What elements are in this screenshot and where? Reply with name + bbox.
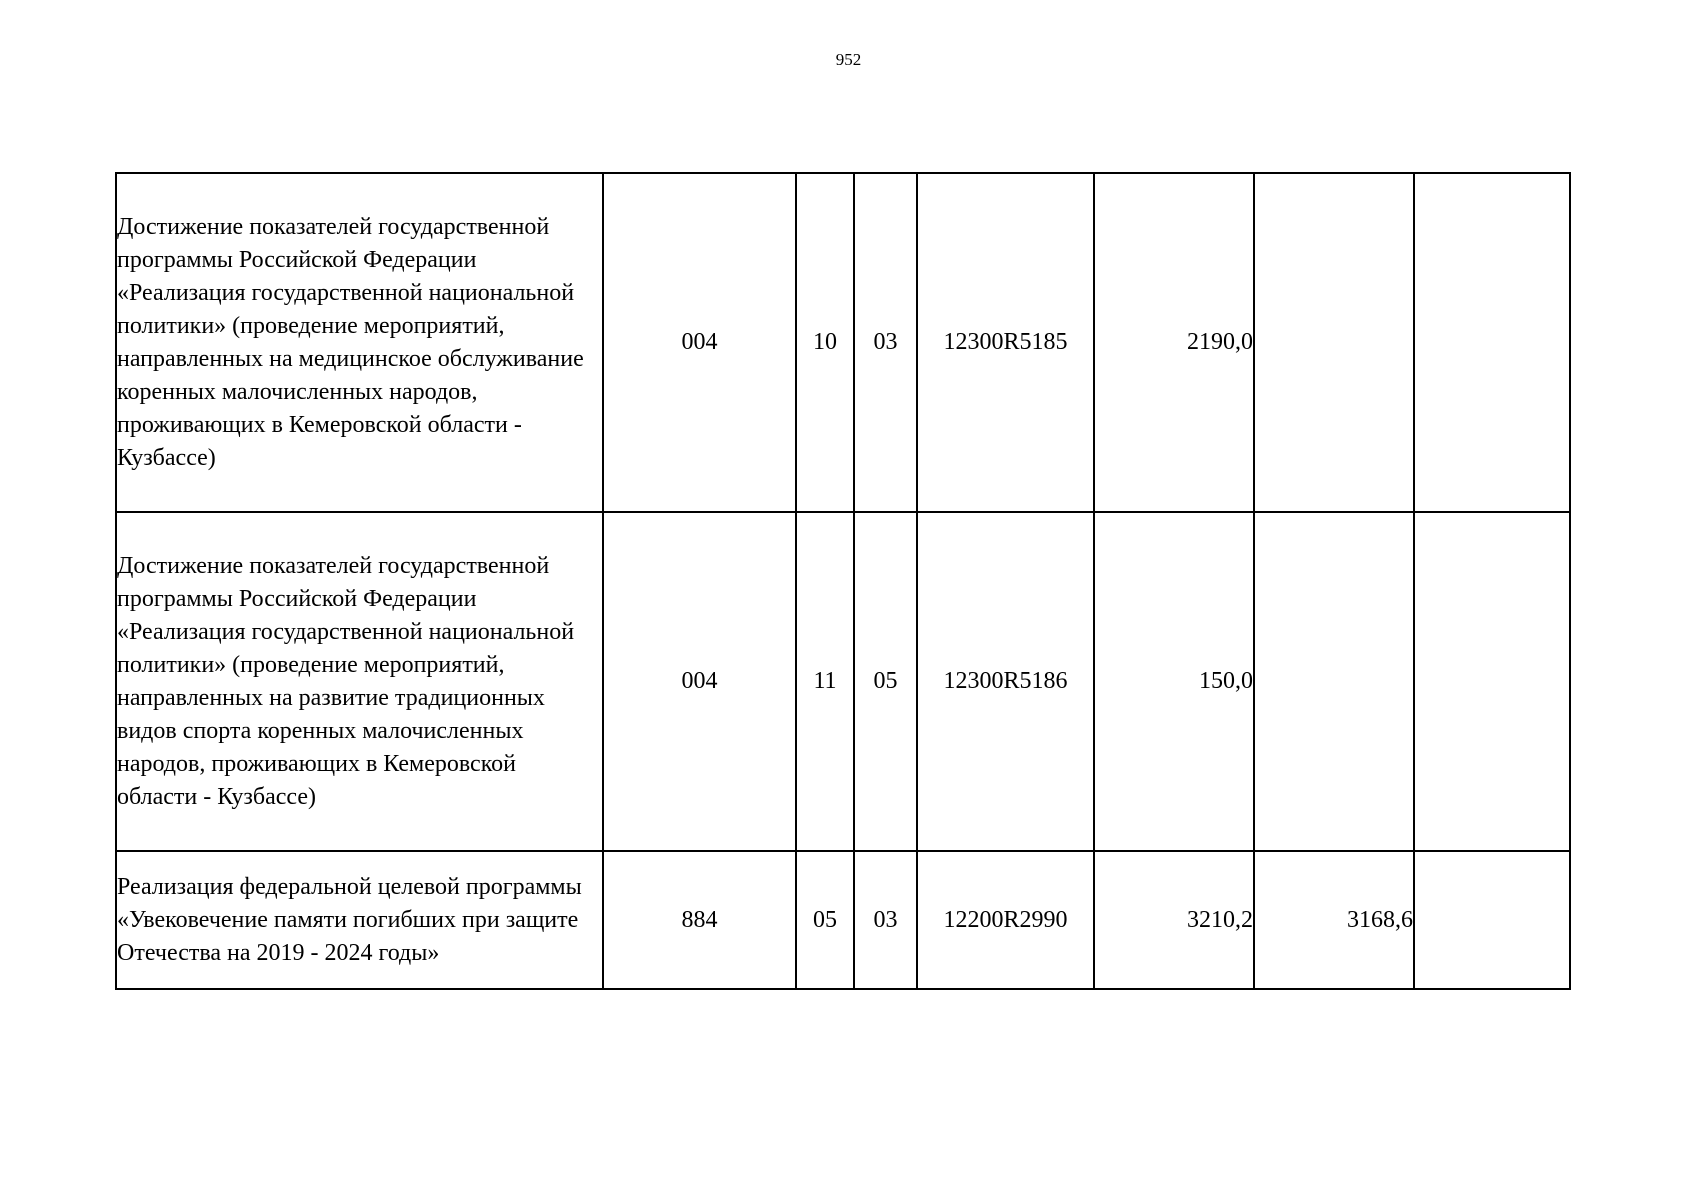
target-article-cell: 12300R5186 (917, 512, 1094, 851)
amount-cell-2 (1254, 173, 1414, 512)
ministry-code-cell: 004 (603, 512, 796, 851)
subsection-code-cell: 03 (854, 851, 917, 989)
amount-cell-1: 2190,0 (1094, 173, 1254, 512)
ministry-code-cell: 004 (603, 173, 796, 512)
subsection-code-cell: 05 (854, 512, 917, 851)
target-article-cell: 12200R2990 (917, 851, 1094, 989)
section-code-cell: 10 (796, 173, 854, 512)
table-row (116, 173, 1570, 512)
table-row (116, 851, 1570, 989)
expense-name-cell: Достижение показателей государственной программы Российской Федерации «Реализация государственной национальной политики» (проведение мероприятий, направленных на медицинское обслуживание коренных малочисленных народов, проживающих в Кемеровской области - Кузбассе) (116, 173, 603, 512)
amount-cell-3 (1414, 173, 1570, 512)
amount-cell-3 (1414, 851, 1570, 989)
amount-cell-2: 3168,6 (1254, 851, 1414, 989)
page-number: 952 (835, 50, 862, 69)
subsection-code-cell: 03 (854, 173, 917, 512)
amount-cell-2 (1254, 512, 1414, 851)
amount-cell-1: 150,0 (1094, 512, 1254, 851)
section-code-cell: 05 (796, 851, 854, 989)
expense-name-cell: Реализация федеральной целевой программы «Увековечение памяти погибших при защите Отечества на 2019 - 2024 годы» (116, 851, 603, 989)
amount-cell-1: 3210,2 (1094, 851, 1254, 989)
table-row (116, 512, 1570, 851)
amount-cell-3 (1414, 512, 1570, 851)
target-article-cell: 12300R5185 (917, 173, 1094, 512)
section-code-cell: 11 (796, 512, 854, 851)
expense-name-cell: Достижение показателей государственной программы Российской Федерации «Реализация государственной национальной политики» (проведение мероприятий, направленных на развитие традиционных видов спорта коренных малочисленных народов, проживающих в Кемеровской области - Кузбассе) (116, 512, 603, 851)
budget-table (115, 172, 1571, 990)
ministry-code-cell: 884 (603, 851, 796, 989)
